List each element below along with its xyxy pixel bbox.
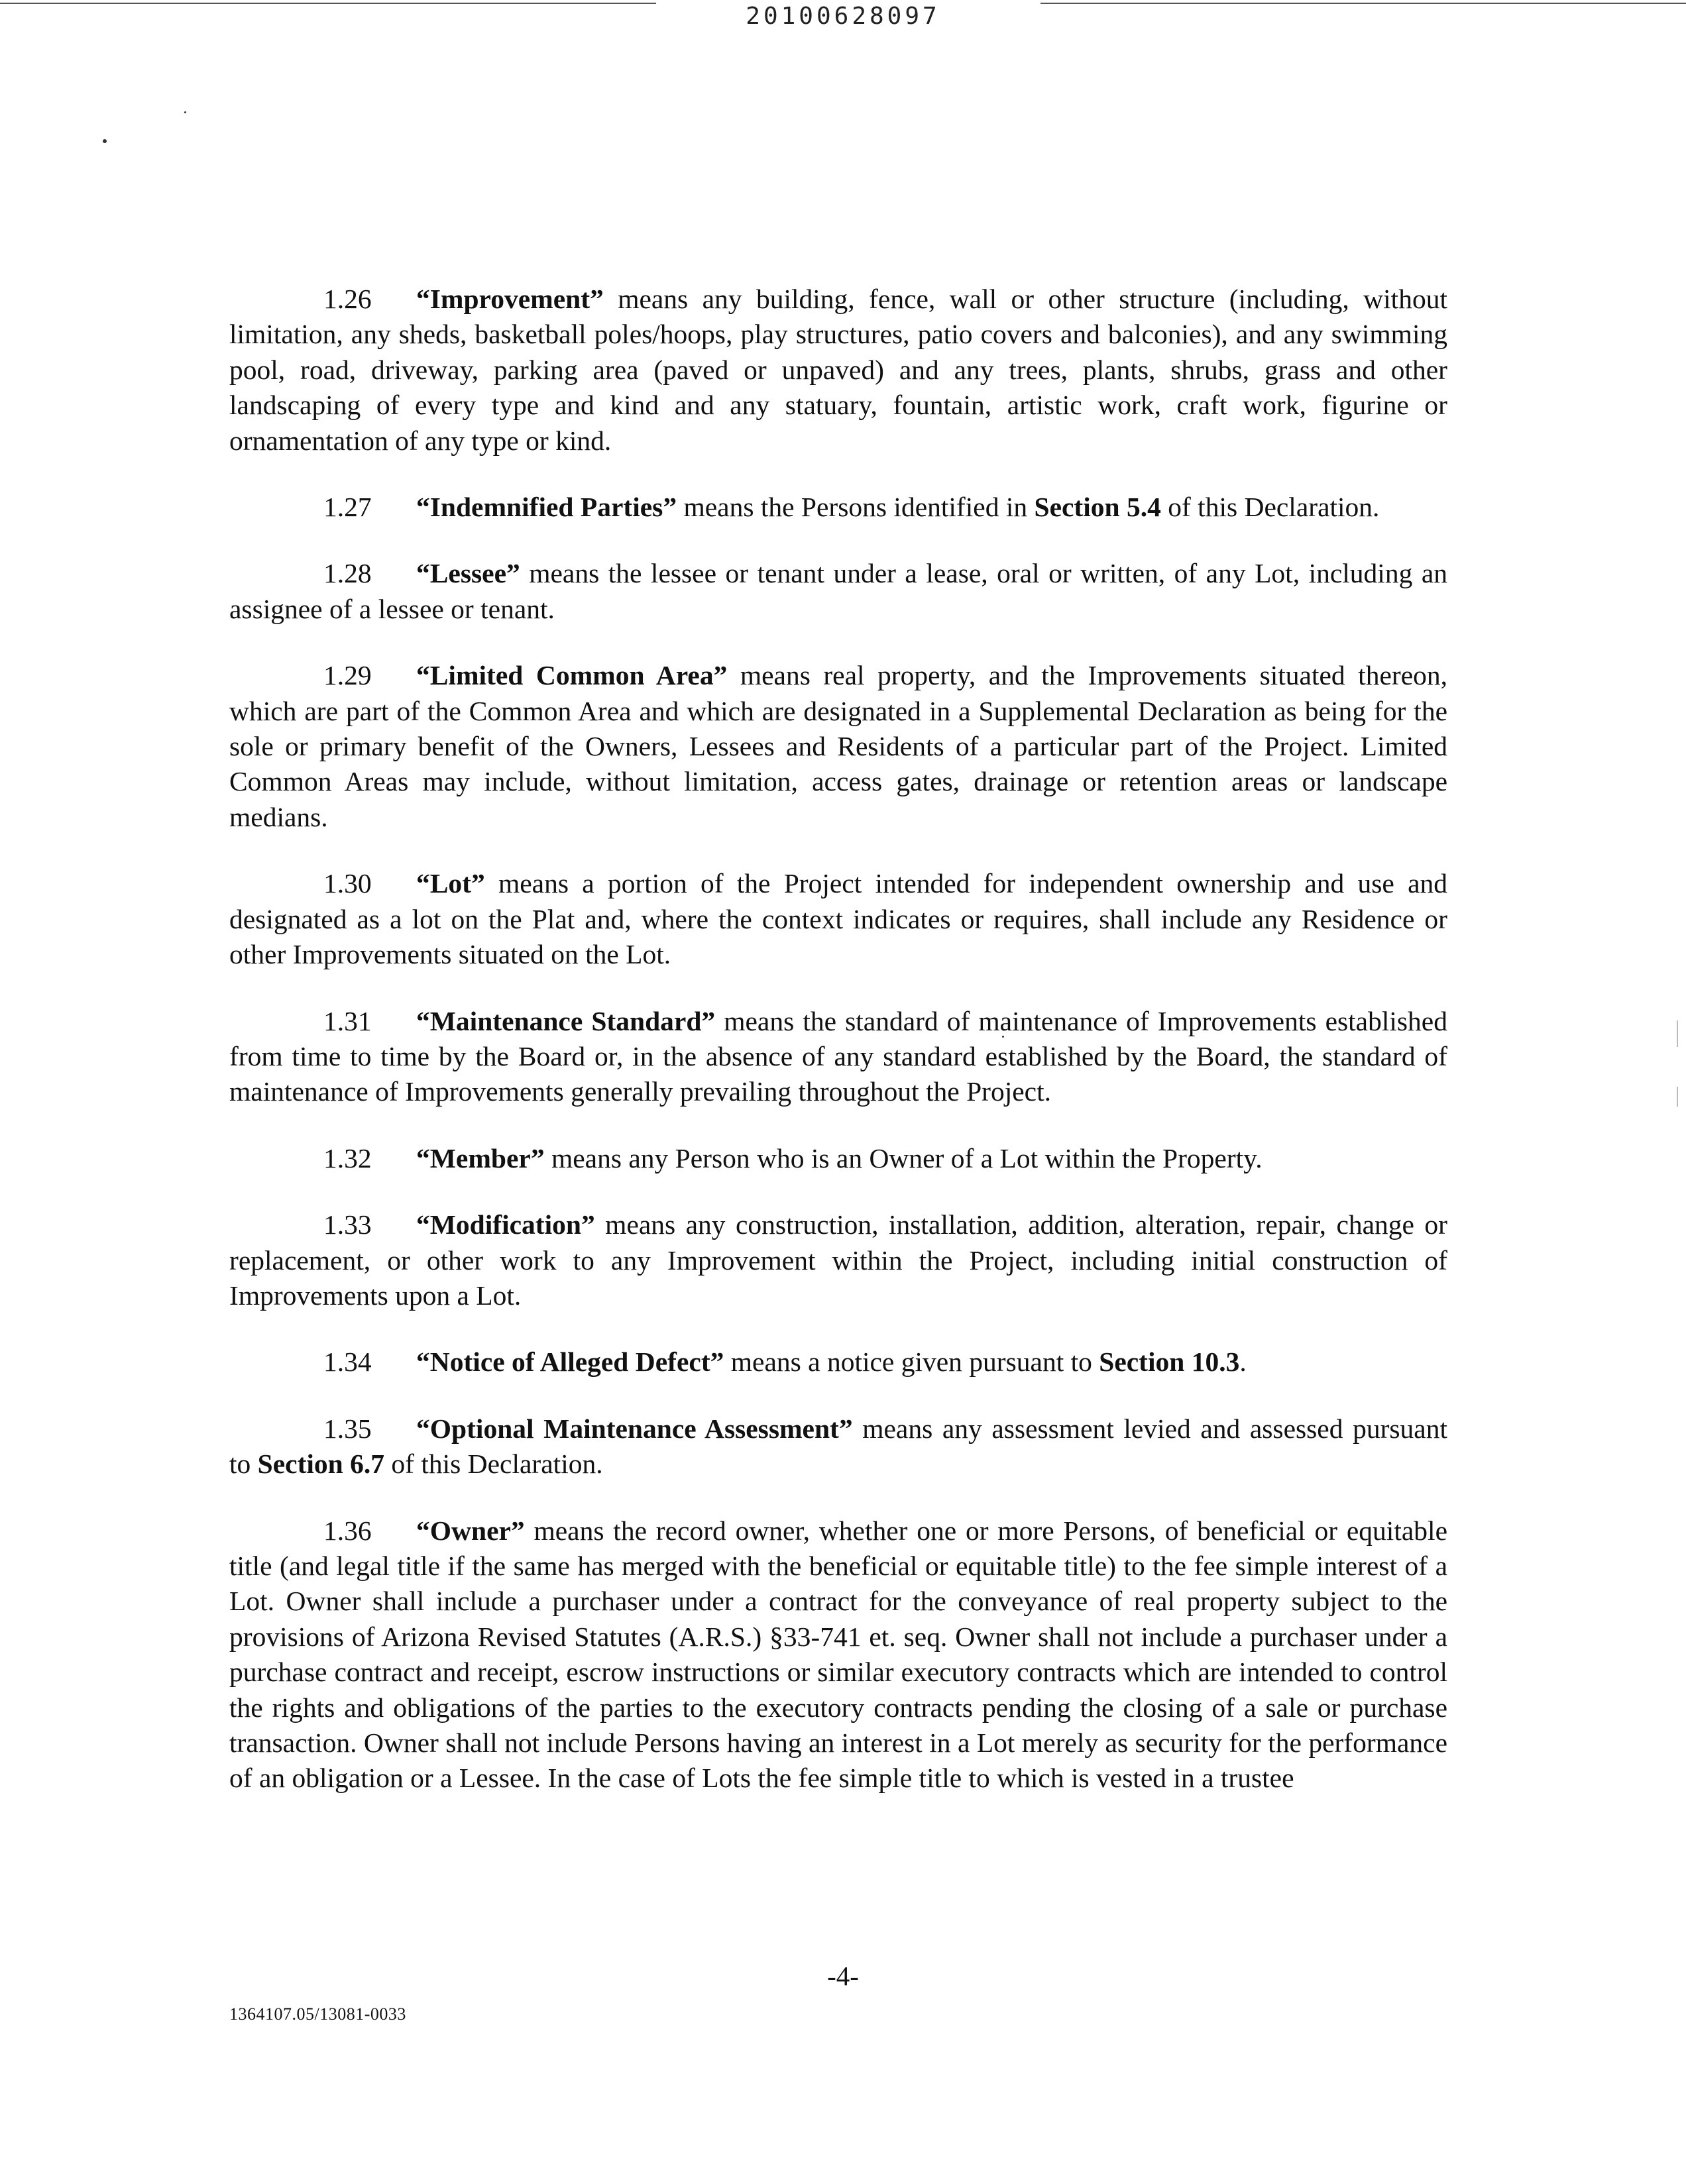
defined-term: “Owner” <box>416 1515 525 1546</box>
definition-paragraph <box>229 1513 1447 1796</box>
definitions-list <box>229 282 1447 1828</box>
recording-number: 20100628097 <box>746 3 940 30</box>
definition-paragraph <box>229 1344 1447 1380</box>
definition-paragraph <box>229 1141 1447 1176</box>
definition-paragraph <box>229 282 1447 459</box>
definition-text: means the lessee or tenant under a lease, oral or written, of any Lot, including an assignee of a lessee or tenant. <box>229 558 1447 624</box>
section-reference: Section 5.4 <box>1034 492 1161 523</box>
page-number: -4- <box>827 1961 859 1991</box>
definition-paragraph <box>229 490 1447 525</box>
definition-text: means a notice given pursuant to <box>724 1346 1099 1378</box>
definition-text: means the standard of maintenance of Improvements established from time to time by the Board or, in the absence of any standard established by the Board, the standard of maintenance of Improvements generally prevailing throughout the Project. <box>229 1005 1447 1107</box>
definition-text: . <box>1239 1346 1247 1378</box>
defined-term: “Improvement” <box>416 284 604 314</box>
file-reference: 1364107.05/13081-0033 <box>229 2004 406 2024</box>
definition-text: of this Declaration. <box>1160 492 1380 523</box>
scan-speck <box>184 111 186 113</box>
definition-paragraph <box>229 866 1447 972</box>
defined-term: “Optional Maintenance Assessment” <box>416 1413 853 1444</box>
definition-paragraph <box>229 1004 1447 1110</box>
definition-text: of this Declaration. <box>384 1448 603 1480</box>
definition-number: 1.34 <box>323 1346 372 1378</box>
defined-term: “Indemnified Parties” <box>416 492 677 523</box>
definition-number: 1.33 <box>323 1209 372 1240</box>
section-reference: Section 6.7 <box>257 1448 385 1480</box>
defined-term: “Limited Common Area” <box>416 660 728 691</box>
definition-text: means any Person who is an Owner of a Lot within the Property. <box>544 1142 1263 1174</box>
scan-margin-mark <box>1677 1020 1678 1047</box>
definition-text: means real property, and the Improvements situated thereon, which are part of the Common Area and which are designated in a Supplemental Declaration as being for the sole or primary benefit of the Owners, Lessees and Residents of a particular part of the Project. Limited Common Areas may include, without limitation, access gates, drainage or retention areas or landscape medians. <box>229 660 1447 832</box>
definition-number: 1.27 <box>323 492 372 523</box>
definition-text: means any assessment levied and assessed pursuant to <box>229 1413 1447 1480</box>
definition-number: 1.31 <box>323 1005 372 1036</box>
definition-number: 1.28 <box>323 558 372 589</box>
definition-text: means the record owner, whether one or more Persons, of beneficial or equitable title (and legal title if the same has merged with the beneficial or equitable title) to the fee simple interest of a Lot. Owner shall include a purchaser under a contract for the conveyance of real property subject to the provisions of Arizona Revised Statutes (A.R.S.) §33-741 et. seq. Owner shall not include a purchaser under a purchase contract and receipt, escrow instructions or similar executory contracts which are intended to control the rights and obligations of the parties to the executory contracts pending the closing of a sale or purchase transaction. Owner shall not include Persons having an interest in a Lot merely as security for the performance of an obligation or a Lessee. In the case of Lots the fee simple title to which is vested in a trustee <box>229 1515 1447 1794</box>
definition-paragraph <box>229 658 1447 835</box>
defined-term: “Lot” <box>416 868 485 899</box>
defined-term: “Member” <box>416 1142 545 1174</box>
definition-paragraph <box>229 1207 1447 1313</box>
definition-text: means any construction, installation, addition, alteration, repair, change or replacement, or other work to any Improvement within the Project, including initial construction of Improvements upon a Lot. <box>229 1209 1447 1311</box>
definition-paragraph <box>229 1411 1447 1482</box>
definition-number: 1.36 <box>323 1515 372 1546</box>
scan-speck <box>103 139 107 143</box>
definition-number: 1.32 <box>323 1142 372 1174</box>
definition-number: 1.30 <box>323 868 372 899</box>
definition-text: means a portion of the Project intended for independent ownership and use and designated as a lot on the Plat and, where the context indicates or requires, shall include any Residence or other Improvements situated on the Lot. <box>229 868 1447 970</box>
scan-margin-mark <box>1677 1087 1678 1107</box>
defined-term: “Lessee” <box>416 558 520 589</box>
definition-number: 1.26 <box>323 284 372 314</box>
definition-text: means any building, fence, wall or other structure (including, without limitation, any sheds, basketball poles/hoops, play structures, patio covers and balconies), and any swimming pool, road, driveway, parking area (paved or unpaved) and any trees, plants, shrubs, grass and other landscaping of every type and kind and any statuary, fountain, artistic work, craft work, figurine or ornamentation of any type or kind. <box>229 284 1447 456</box>
definition-text: means the Persons identified in <box>677 492 1035 523</box>
section-reference: Section 10.3 <box>1099 1346 1240 1378</box>
defined-term: “Modification” <box>416 1209 595 1240</box>
definition-number: 1.29 <box>323 660 372 691</box>
defined-term: “Maintenance Standard” <box>416 1005 716 1036</box>
definition-paragraph <box>229 556 1447 627</box>
definition-number: 1.35 <box>323 1413 372 1444</box>
defined-term: “Notice of Alleged Defect” <box>416 1346 724 1378</box>
